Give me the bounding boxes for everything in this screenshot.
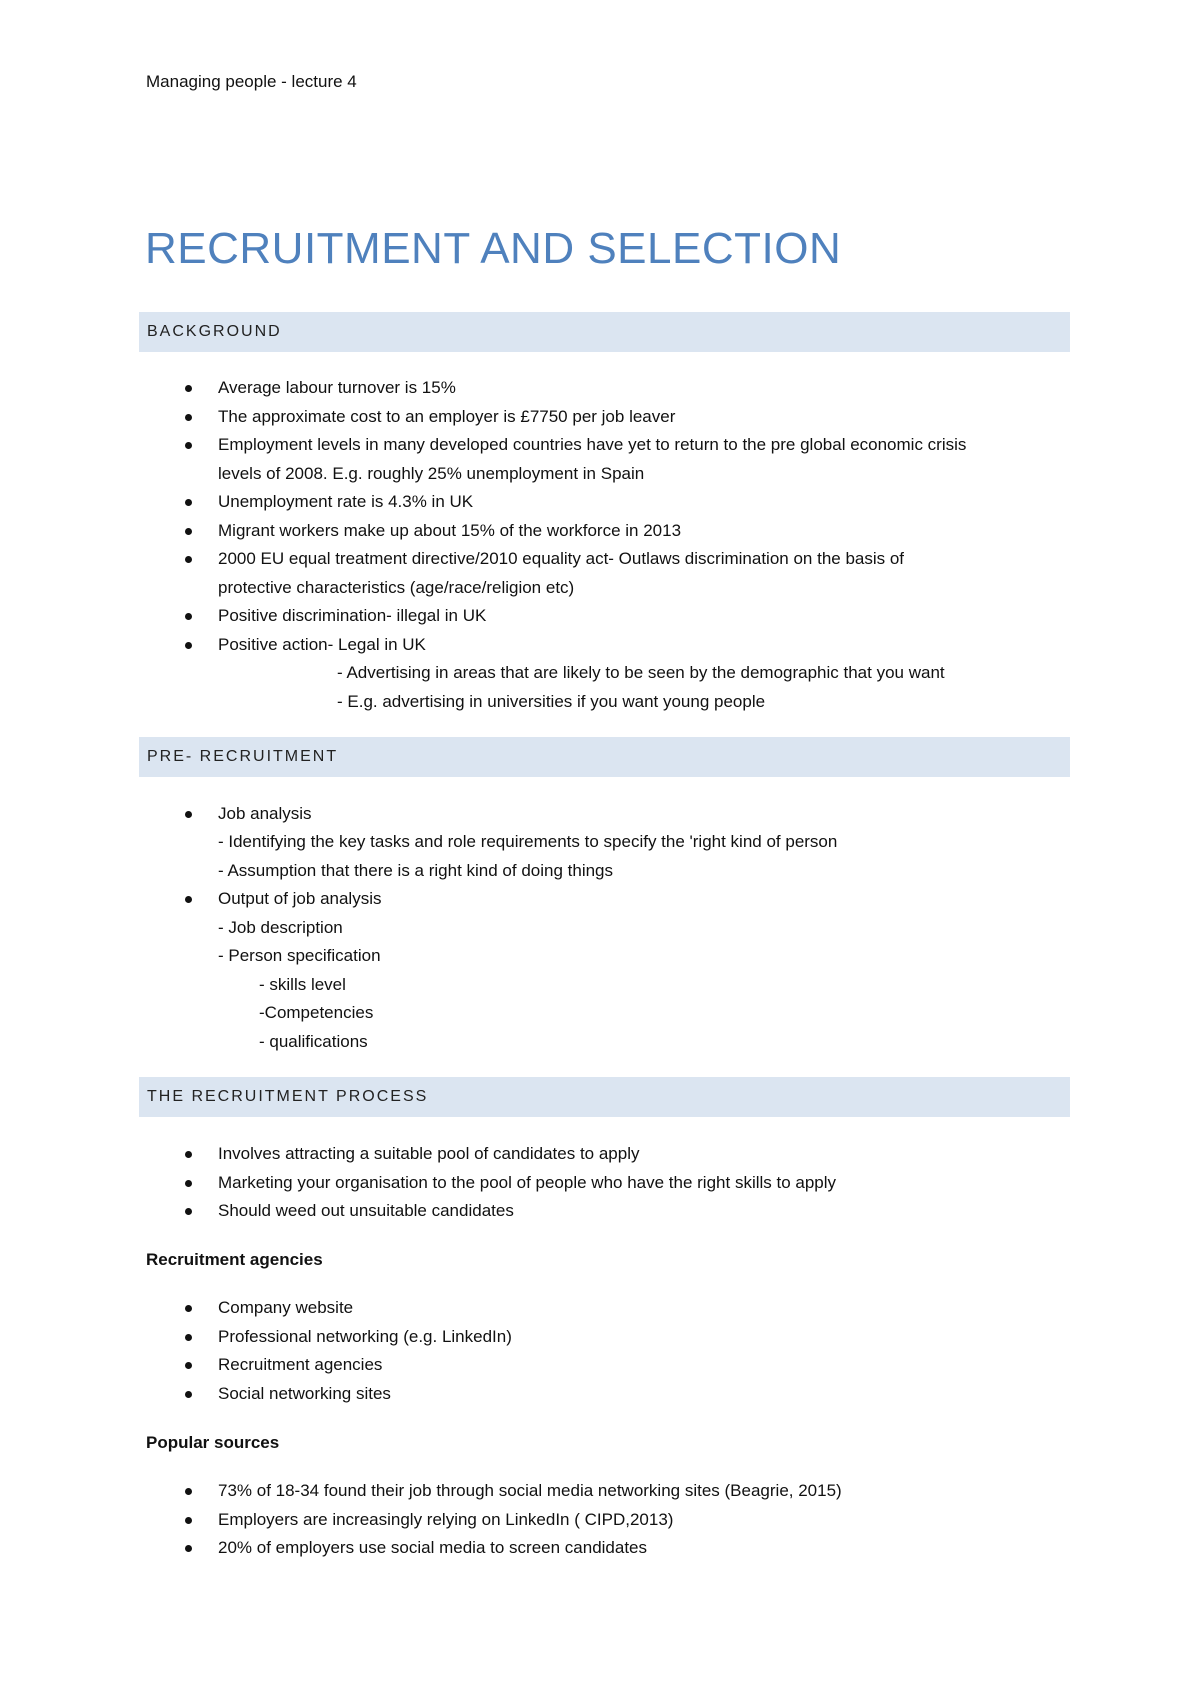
list-item-continuation: levels of 2008. E.g. roughly 25% unemployment in Spain bbox=[218, 464, 645, 483]
sub-sub-list-item: - skills level bbox=[259, 975, 346, 994]
sub-sub-list-item: -Competencies bbox=[259, 1003, 374, 1022]
list-item: The approximate cost to an employer is £7750 per job leaver bbox=[218, 407, 676, 426]
list-item-continuation: protective characteristics (age/race/religion etc) bbox=[218, 578, 575, 597]
bullet-icon bbox=[185, 414, 192, 421]
list-item: 2000 EU equal treatment directive/2010 equality act- Outlaws discrimination on the basis of bbox=[218, 549, 905, 568]
list-item: Recruitment agencies bbox=[218, 1355, 383, 1374]
bullet-icon bbox=[185, 613, 192, 620]
sub-list-item: - Person specification bbox=[218, 946, 381, 965]
sub-list-item: - Assumption that there is a right kind of doing things bbox=[218, 861, 614, 880]
bullet-icon bbox=[185, 1208, 192, 1215]
bullet-icon bbox=[185, 811, 192, 818]
bullet-icon bbox=[185, 1334, 192, 1341]
list-item: Marketing your organisation to the pool of people who have the right skills to apply bbox=[218, 1173, 837, 1192]
bullet-icon bbox=[185, 1180, 192, 1187]
list-item: Involves attracting a suitable pool of candidates to apply bbox=[218, 1144, 640, 1163]
list-item: Average labour turnover is 15% bbox=[218, 378, 456, 397]
list-item: Migrant workers make up about 15% of the workforce in 2013 bbox=[218, 521, 682, 540]
bullet-icon bbox=[185, 556, 192, 563]
list-item: Unemployment rate is 4.3% in UK bbox=[218, 492, 474, 511]
list-item: Social networking sites bbox=[218, 1384, 391, 1403]
bullet-icon bbox=[185, 442, 192, 449]
bullet-icon bbox=[185, 1545, 192, 1552]
bullet-icon bbox=[185, 1305, 192, 1312]
subheading-popular-sources: Popular sources bbox=[146, 1433, 280, 1452]
list-item: Professional networking (e.g. LinkedIn) bbox=[218, 1327, 512, 1346]
list-item: Positive action- Legal in UK bbox=[218, 635, 426, 654]
bullet-icon bbox=[185, 1391, 192, 1398]
section-label: BACKGROUND bbox=[147, 323, 282, 340]
sub-list-item: - Advertising in areas that are likely to be seen by the demographic that you want bbox=[337, 663, 945, 682]
list-item: 73% of 18-34 found their job through social media networking sites (Beagrie, 2015) bbox=[218, 1481, 842, 1500]
bullet-icon bbox=[185, 1151, 192, 1158]
bullet-icon bbox=[185, 499, 192, 506]
section-heading-background bbox=[139, 312, 1070, 352]
list-item: Should weed out unsuitable candidates bbox=[218, 1201, 514, 1220]
subheading-recruitment-agencies: Recruitment agencies bbox=[146, 1250, 323, 1269]
bullet-icon bbox=[185, 896, 192, 903]
list-item: Job analysis bbox=[218, 804, 312, 823]
list-item: Employment levels in many developed countries have yet to return to the pre global economic crisis bbox=[218, 435, 967, 454]
bullet-icon bbox=[185, 1517, 192, 1524]
sub-list-item: - Job description bbox=[218, 918, 343, 937]
page-header: Managing people - lecture 4 bbox=[146, 72, 357, 91]
bullet-icon bbox=[185, 1362, 192, 1369]
section-heading-pre-recruitment bbox=[139, 737, 1070, 777]
bullet-icon bbox=[185, 642, 192, 649]
sub-list-item: - E.g. advertising in universities if you want young people bbox=[337, 692, 766, 711]
list-item: Company website bbox=[218, 1298, 354, 1317]
sub-list-item: - Identifying the key tasks and role requirements to specify the 'right kind of person bbox=[218, 832, 838, 851]
section-heading-recruitment-process bbox=[139, 1077, 1070, 1117]
list-item: Output of job analysis bbox=[218, 889, 382, 908]
bullet-icon bbox=[185, 1488, 192, 1495]
list-item: 20% of employers use social media to screen candidates bbox=[218, 1538, 648, 1557]
section-label: PRE- RECRUITMENT bbox=[147, 748, 339, 765]
section-label: THE RECRUITMENT PROCESS bbox=[147, 1088, 429, 1105]
list-item: Employers are increasingly relying on LinkedIn ( CIPD,2013) bbox=[218, 1510, 674, 1529]
sub-sub-list-item: - qualifications bbox=[259, 1032, 368, 1051]
bullet-icon bbox=[185, 528, 192, 535]
list-item: Positive discrimination- illegal in UK bbox=[218, 606, 487, 625]
bullet-icon bbox=[185, 385, 192, 392]
document-title: RECRUITMENT AND SELECTION bbox=[145, 224, 842, 273]
